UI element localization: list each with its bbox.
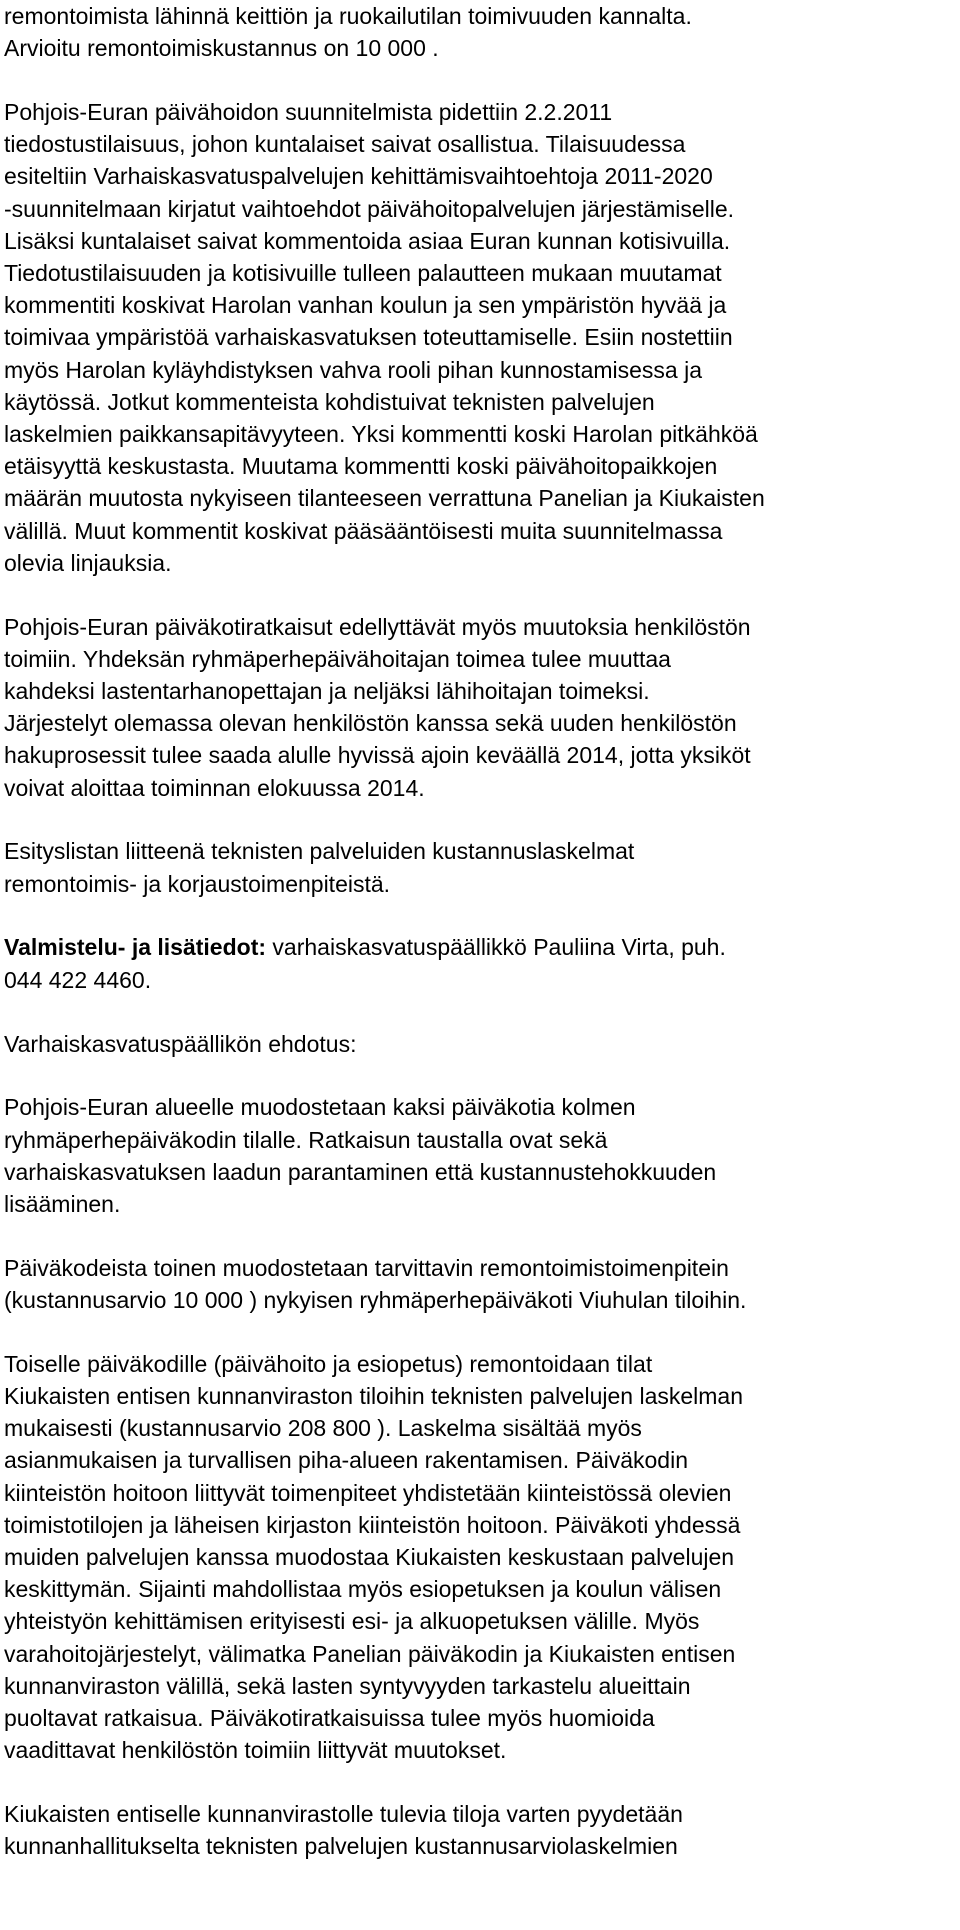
text-line: (kustannusarvio 10 000 ) nykyisen ryhmäperhepäiväkoti Viuhulan tiloihin. (4, 1287, 747, 1313)
text-line: Varhaiskasvatuspäällikön ehdotus: (4, 1030, 357, 1057)
text-line: toimivaa ympäristöä varhaiskasvatuksen toteuttamiselle. Esiin nostettiin (4, 324, 733, 351)
paragraph-gap (4, 1316, 954, 1348)
text-line: esiteltiin Varhaiskasvatuspalvelujen kehittämisvaihtoehtoja 2011-2020 (4, 163, 713, 190)
text-line: Toiselle päiväkodille (päivähoito ja esiopetus) remontoidaan tilat (4, 1350, 653, 1377)
text-line: remontoimis- ja korjaustoimenpiteistä. (4, 870, 391, 897)
contact-text: varhaiskasvatuspäällikkö Pauliina Virta, puh. (266, 934, 726, 961)
text-line: asianmukaisen ja turvallisen piha-alueen rakentamisen. Päiväkodin (4, 1447, 689, 1474)
text-line: olevia linjauksia. (4, 549, 172, 576)
text-line: myös Harolan kyläyhdistyksen vahva rooli pihan kunnostamisessa ja (4, 356, 703, 383)
paragraph-gap (4, 900, 954, 932)
text-line: Päiväkodeista toinen muodostetaan tarvittavin remontoimistoimenpitein (4, 1254, 729, 1281)
paragraph-gap (4, 1766, 954, 1798)
paragraph-contact-info (4, 931, 954, 995)
text-line: Tiedotustilaisuuden ja kotisivuille tulleen palautteen mukaan muutamat (4, 260, 722, 286)
paragraph-two-daycares (4, 1091, 954, 1220)
text-line: kunnanhallitukselta teknisten palvelujen kustannusarviolaskelmien (4, 1833, 678, 1860)
paragraph-information-event (4, 96, 954, 579)
paragraph-kiukainen-office (4, 1348, 954, 1766)
text-line: -suunnitelmaan kirjatut vaihtoehdot päivähoitopalvelujen järjestämiselle. (4, 195, 735, 222)
text-line: muiden palvelujen kanssa muodostaa Kiukaisten keskustaan palvelujen (4, 1544, 735, 1570)
paragraph-renovation-cost (4, 0, 954, 64)
text-line (4, 931, 954, 963)
text-line: 044 422 4460. (4, 966, 152, 993)
paragraph-gap (4, 579, 954, 611)
paragraph-attachment-note (4, 835, 954, 899)
text-line: Kiukaisten entisen kunnanviraston tiloihin teknisten palvelujen laskelman (4, 1383, 743, 1410)
contact-label: Valmistelu- ja lisätiedot: (4, 934, 267, 961)
paragraph-gap (4, 1060, 954, 1092)
text-line: tiedostustilaisuus, johon kuntalaiset saivat osallistua. Tilaisuudessa (4, 131, 686, 158)
text-line: kahdeksi lastentarhanopettajan ja neljäksi lähihoitajan toimeksi. (4, 677, 650, 704)
text-line: Lisäksi kuntalaiset saivat kommentoida asiaa Euran kunnan kotisivuilla. (4, 227, 731, 254)
text-line: määrän muutosta nykyiseen tilanteeseen verrattuna Panelian ja Kiukaisten (4, 485, 765, 512)
text-line: hakuprosessit tulee saada alulle hyvissä ajoin keväällä 2014, jotta yksiköt (4, 742, 751, 769)
text-line: Kiukaisten entiselle kunnanvirastolle tulevia tiloja varten pyydetään (4, 1801, 683, 1827)
text-line: Pohjois-Euran alueelle muodostetaan kaksi päiväkotia kolmen (4, 1094, 636, 1121)
paragraph-cost-request (4, 1798, 954, 1862)
text-line: Pohjois-Euran päiväkotiratkaisut edellyttävät myös muutoksia henkilöstön (4, 613, 751, 640)
text-line: etäisyyttä keskustasta. Muutama kommentti koski päivähoitopaikkojen (4, 453, 718, 480)
text-line: toimistotilojen ja läheisen kirjaston kiinteistön hoitoon. Päiväkoti yhdessä (4, 1511, 741, 1538)
text-line: varhaiskasvatuksen laadun parantaminen että kustannustehokkuuden (4, 1158, 717, 1185)
text-line: keskittymän. Sijainti mahdollistaa myös esiopetuksen ja koulun välisen (4, 1576, 722, 1603)
text-line: Järjestelyt olemassa olevan henkilöstön kanssa sekä uuden henkilöstön (4, 710, 737, 737)
text-line: kommentiti koskivat Harolan vanhan koulun ja sen ympäristön hyvää ja (4, 292, 727, 319)
text-line: voivat aloittaa toiminnan elokuussa 2014. (4, 774, 425, 801)
text-line: yhteistyön kehittämisen erityisesti esi- ja alkuopetuksen välille. Myös (4, 1608, 700, 1635)
text-line: kiinteistön hoitoon liittyvät toimenpiteet yhdistetään kiinteistössä olevien (4, 1479, 732, 1506)
text-line: varahoitojärjestelyt, välimatka Panelian päiväkodin ja Kiukaisten entisen (4, 1640, 736, 1667)
text-line: lisääminen. (4, 1190, 121, 1217)
paragraph-viuhula (4, 1252, 954, 1316)
text-line: mukaisesti (kustannusarvio 208 800 ). Laskelma sisältää myös (4, 1415, 642, 1442)
text-line: puoltavat ratkaisua. Päiväkotiratkaisuissa tulee myös huomioida (4, 1704, 655, 1731)
paragraph-gap (4, 1220, 954, 1252)
text-line: vaadittavat henkilöstön toimiin liittyvät muutokset. (4, 1737, 507, 1764)
text-line: Pohjois-Euran päivähoidon suunnitelmista pidettiin 2.2.2011 (4, 99, 613, 126)
text-line: laskelmien paikkansapitävyyteen. Yksi kommentti koski Harolan pitkähköä (4, 420, 758, 447)
paragraph-gap (4, 996, 954, 1028)
proposal-heading (4, 1028, 954, 1060)
paragraph-gap (4, 804, 954, 836)
paragraph-staffing-changes (4, 611, 954, 804)
paragraph-gap (4, 64, 954, 96)
text-line: käytössä. Jotkut kommenteista kohdistuivat teknisten palvelujen (4, 388, 655, 415)
text-line: välillä. Muut kommentit koskivat pääsääntöisesti muita suunnitelmassa (4, 517, 723, 544)
document-page (4, 0, 954, 1862)
text-line: remontoimista lähinnä keittiön ja ruokailutilan toimivuuden kannalta. (4, 3, 692, 29)
text-line: toimiin. Yhdeksän ryhmäperhepäivähoitajan toimea tulee muuttaa (4, 645, 671, 672)
text-line: Esityslistan liitteenä teknisten palveluiden kustannuslaskelmat (4, 838, 635, 865)
text-line: Arvioitu remontoimiskustannus on 10 000 . (4, 35, 439, 62)
text-line: kunnanviraston välillä, sekä lasten syntyvyyden tarkastelu alueittain (4, 1672, 691, 1699)
text-line: ryhmäperhepäiväkodin tilalle. Ratkaisun taustalla ovat sekä (4, 1126, 608, 1153)
